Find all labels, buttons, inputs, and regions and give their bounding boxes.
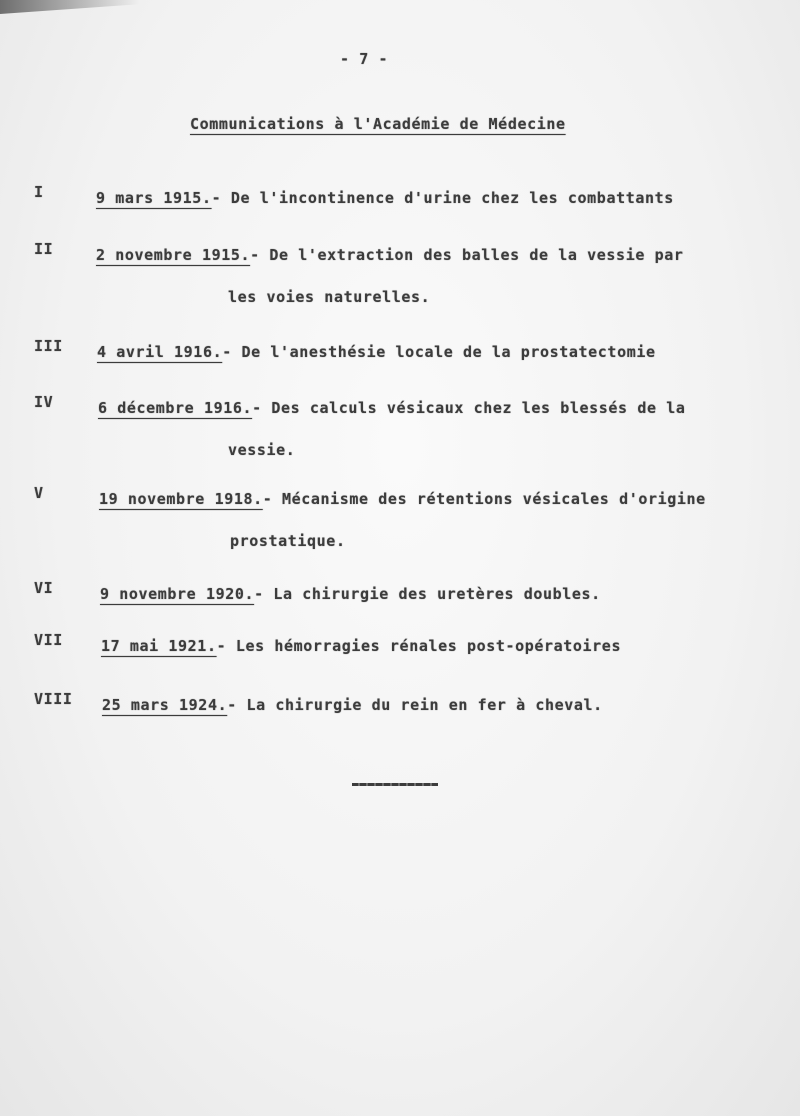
- entry-line: [96, 246, 683, 264]
- entry-text: - La chirurgie des uretères doubles.: [254, 585, 601, 603]
- entry-number: VI: [34, 579, 54, 597]
- entry-number: IV: [34, 393, 54, 411]
- entry-text: - Mécanisme des rétentions vésicales d'origine: [262, 490, 706, 508]
- entry-number: VIII: [34, 690, 73, 708]
- entry-date: 9 mars 1915.: [96, 189, 212, 207]
- closing-rule: [352, 783, 438, 786]
- entry-text: - Des calculs vésicaux chez les blessés de la: [252, 399, 686, 417]
- entry-text: - La chirurgie du rein en fer à cheval.: [227, 696, 603, 714]
- entry-continuation: les voies naturelles.: [228, 288, 431, 306]
- entry-date: 4 avril 1916.: [97, 343, 223, 361]
- entry-line: [102, 696, 603, 714]
- scan-shadow: [0, 0, 140, 14]
- entry-number: VII: [34, 631, 63, 649]
- entry-continuation: prostatique.: [230, 532, 346, 550]
- page-number: - 7 -: [340, 50, 389, 68]
- entry-number: I: [34, 183, 44, 201]
- entry-number: V: [34, 484, 44, 502]
- entry-number: II: [34, 240, 54, 258]
- entry-date: 25 mars 1924.: [102, 696, 228, 714]
- entry-date: 6 décembre 1916.: [98, 399, 253, 417]
- entry-date: 2 novembre 1915.: [96, 246, 251, 264]
- entry-text: - De l'extraction des balles de la vessie par: [250, 246, 684, 264]
- entry-date: 9 novembre 1920.: [100, 585, 255, 603]
- entry-line: [97, 343, 656, 361]
- entry-date: 17 mai 1921.: [101, 637, 217, 655]
- entry-number: III: [34, 337, 63, 355]
- entry-line: [101, 637, 621, 655]
- entry-text: - Les hémorragies rénales post-opératoires: [216, 637, 622, 655]
- entry-line: [99, 490, 706, 508]
- entry-continuation: vessie.: [228, 441, 296, 459]
- entry-text: - De l'incontinence d'urine chez les combattants: [211, 189, 674, 207]
- entry-date: 19 novembre 1918.: [99, 490, 263, 508]
- page-title: Communications à l'Académie de Médecine: [190, 115, 566, 133]
- entry-line: [98, 399, 685, 417]
- entry-line: [96, 189, 674, 207]
- entry-text: - De l'anesthésie locale de la prostatectomie: [222, 343, 656, 361]
- entry-line: [100, 585, 601, 603]
